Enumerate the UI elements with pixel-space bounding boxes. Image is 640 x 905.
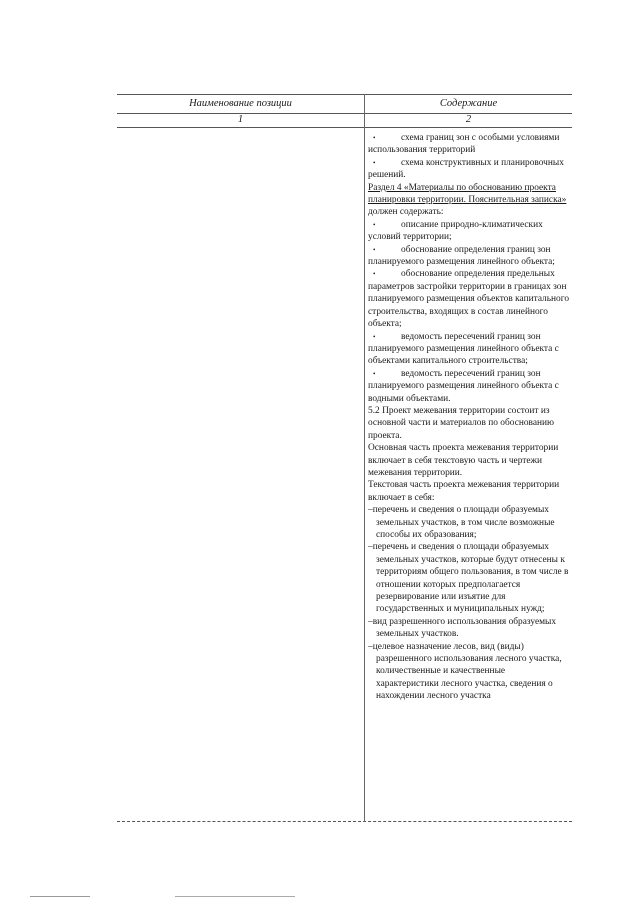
table-top-border	[117, 94, 572, 95]
scan-artifact	[30, 896, 90, 897]
dash-item: –перечень и сведения о площади образуемых земельных участков, в том числе возможные способы их образования;	[368, 505, 555, 540]
number-row-separator	[117, 127, 572, 128]
list-item: • схема конструктивных и планировочных решений.	[368, 157, 570, 182]
content-cell	[368, 132, 570, 703]
dash-item: –перечень и сведения о площади образуемых земельных участков, которые будут отнесены к территориям общего пользования, в том числе в отношении которых предполагается резервирование или изъятие для государственных и муниципальных нужд;	[368, 542, 569, 615]
list-item: • схема границ зон с особыми условиями использования территорий	[368, 132, 570, 157]
list-item: • описание природно-климатических условий территории;	[368, 219, 570, 244]
scan-artifact	[175, 896, 295, 897]
list-item: • обоснование определения границ зон планируемого размещения линейного объекта;	[368, 244, 570, 269]
paragraph: 5.2 Проект межевания территории состоит из основной части и материалов по обоснованию проекта.	[368, 405, 555, 441]
table-bottom-border	[117, 821, 572, 822]
paragraph: Основная часть проекта межевания территории включает в себя текстовую часть и чертежи межевания территории.	[368, 443, 559, 478]
section-heading	[368, 182, 570, 219]
dash-item: –вид разрешенного использования образуемых земельных участков.	[368, 616, 557, 640]
section-heading-tail: должен содержать:	[368, 207, 444, 218]
list-item: • ведомость пересечений границ зон планируемого размещения линейного объекта с объектами капитального строительства;	[368, 331, 570, 368]
column-number-1: 1	[237, 114, 244, 125]
section-heading-title: Раздел 4 «Материалы по обоснованию проекта планировки территории. Пояснительная записка»	[368, 182, 567, 206]
column-divider	[364, 94, 365, 822]
column-header-name: Наименование позиции	[189, 98, 292, 109]
dash-item: –целевое назначение лесов, вид (виды) разрешенного использования лесного участка, количественные и качественные характеристики лесного участка, сведения о нахождении лесного участка	[368, 641, 562, 702]
column-number-2: 2	[465, 114, 472, 125]
paragraph: Текстовая часть проекта межевания территории включает в себя:	[368, 480, 560, 503]
list-item: • обоснование определения предельных параметров застройки территории в границах зон планируемого размещения объектов капитального строительства, входящих в состав линейного объекта;	[368, 268, 570, 330]
list-item: • ведомость пересечений границ зон планируемого размещения линейного объекта с водными объектами.	[368, 368, 570, 405]
column-header-content: Содержание	[439, 98, 498, 109]
